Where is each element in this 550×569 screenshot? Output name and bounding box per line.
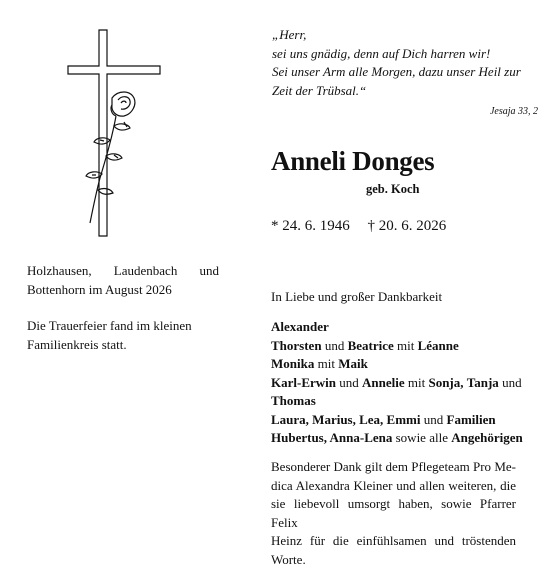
family-line	[271, 337, 523, 356]
mourner-name: Familien	[446, 411, 496, 427]
service-line: Familienkreis statt.	[27, 336, 127, 352]
family-line	[271, 374, 523, 393]
special-thanks-line: Worte.	[271, 551, 306, 567]
mourner-name: Monika	[271, 356, 315, 371]
mourner-name: Laura, Marius, Lea, Emmi	[271, 411, 421, 427]
quote-line: „Herr,	[272, 27, 307, 42]
connector: mit	[397, 337, 415, 353]
maiden-name: geb. Koch	[366, 182, 420, 196]
mourner-name: Sonja,	[428, 374, 464, 390]
funeral-note	[27, 317, 222, 354]
connector: und	[502, 374, 522, 390]
death-cross-icon: †	[367, 218, 375, 234]
family-line	[271, 392, 523, 411]
mourner-name: Hubertus, Anna-Lena	[271, 430, 393, 445]
mourner-name: Thomas	[271, 393, 316, 408]
special-thanks-line: sie liebevoll umsorgt haben, sowie Pfarrer Felix	[271, 496, 516, 530]
service-line: Die Trauerfeier fand im kleinen	[27, 318, 192, 333]
family-line	[271, 318, 523, 337]
thanks-intro: In Liebe und großer Dankbarkeit	[271, 289, 443, 304]
special-thanks-line: dica Alexandra Kleiner und allen weiteren, die	[271, 477, 516, 493]
connector: und	[324, 337, 345, 353]
birth-symbol: *	[271, 218, 279, 234]
family-line	[271, 429, 523, 448]
family-line	[271, 355, 523, 374]
mourner-name: Léanne	[417, 337, 459, 353]
connector: sowie alle	[395, 430, 448, 445]
family-list	[271, 318, 523, 448]
family-line	[271, 411, 523, 430]
special-thanks-line: Heinz für die einfühlsamen und tröstenden	[271, 533, 516, 548]
mourner-name: Alexander	[271, 319, 329, 334]
deceased-name: Anneli Donges	[271, 146, 435, 176]
special-thanks-line: Besonderer Dank gilt dem Pflegeteam Pro Me-	[271, 459, 516, 474]
mourner-name: Annelie	[362, 374, 405, 390]
quote-line: sei uns gnädig, denn auf Dich harren wir!	[272, 45, 491, 61]
connector: und	[339, 374, 359, 390]
mourner-name: Maik	[338, 356, 368, 371]
special-thanks	[271, 458, 516, 569]
bible-quote	[272, 26, 522, 100]
quote-line: Zeit der Trübsal.“	[272, 82, 367, 98]
connector: mit	[407, 374, 426, 390]
connector: mit	[317, 356, 335, 371]
place-line: Holzhausen, Laudenbach und	[27, 263, 219, 278]
birth-date: 24. 6. 1946	[282, 218, 350, 234]
mourner-name: Angehörigen	[451, 430, 523, 445]
death-date: 20. 6. 2026	[378, 218, 447, 234]
life-dates	[271, 218, 446, 235]
mourner-name: Beatrice	[347, 337, 394, 353]
place-date	[27, 262, 219, 299]
quote-line: Sei unser Arm alle Morgen, dazu unser Heil zur	[272, 64, 521, 79]
place-line: Bottenhorn im August 2026	[27, 281, 172, 297]
mourner-name: Tanja	[466, 374, 499, 390]
mourner-name: Thorsten	[271, 337, 322, 353]
cross-with-rose-icon	[66, 28, 162, 238]
mourner-name: Karl-Erwin	[271, 374, 336, 390]
connector: und	[423, 411, 444, 427]
quote-reference: Jesaja 33, 2	[489, 106, 538, 117]
